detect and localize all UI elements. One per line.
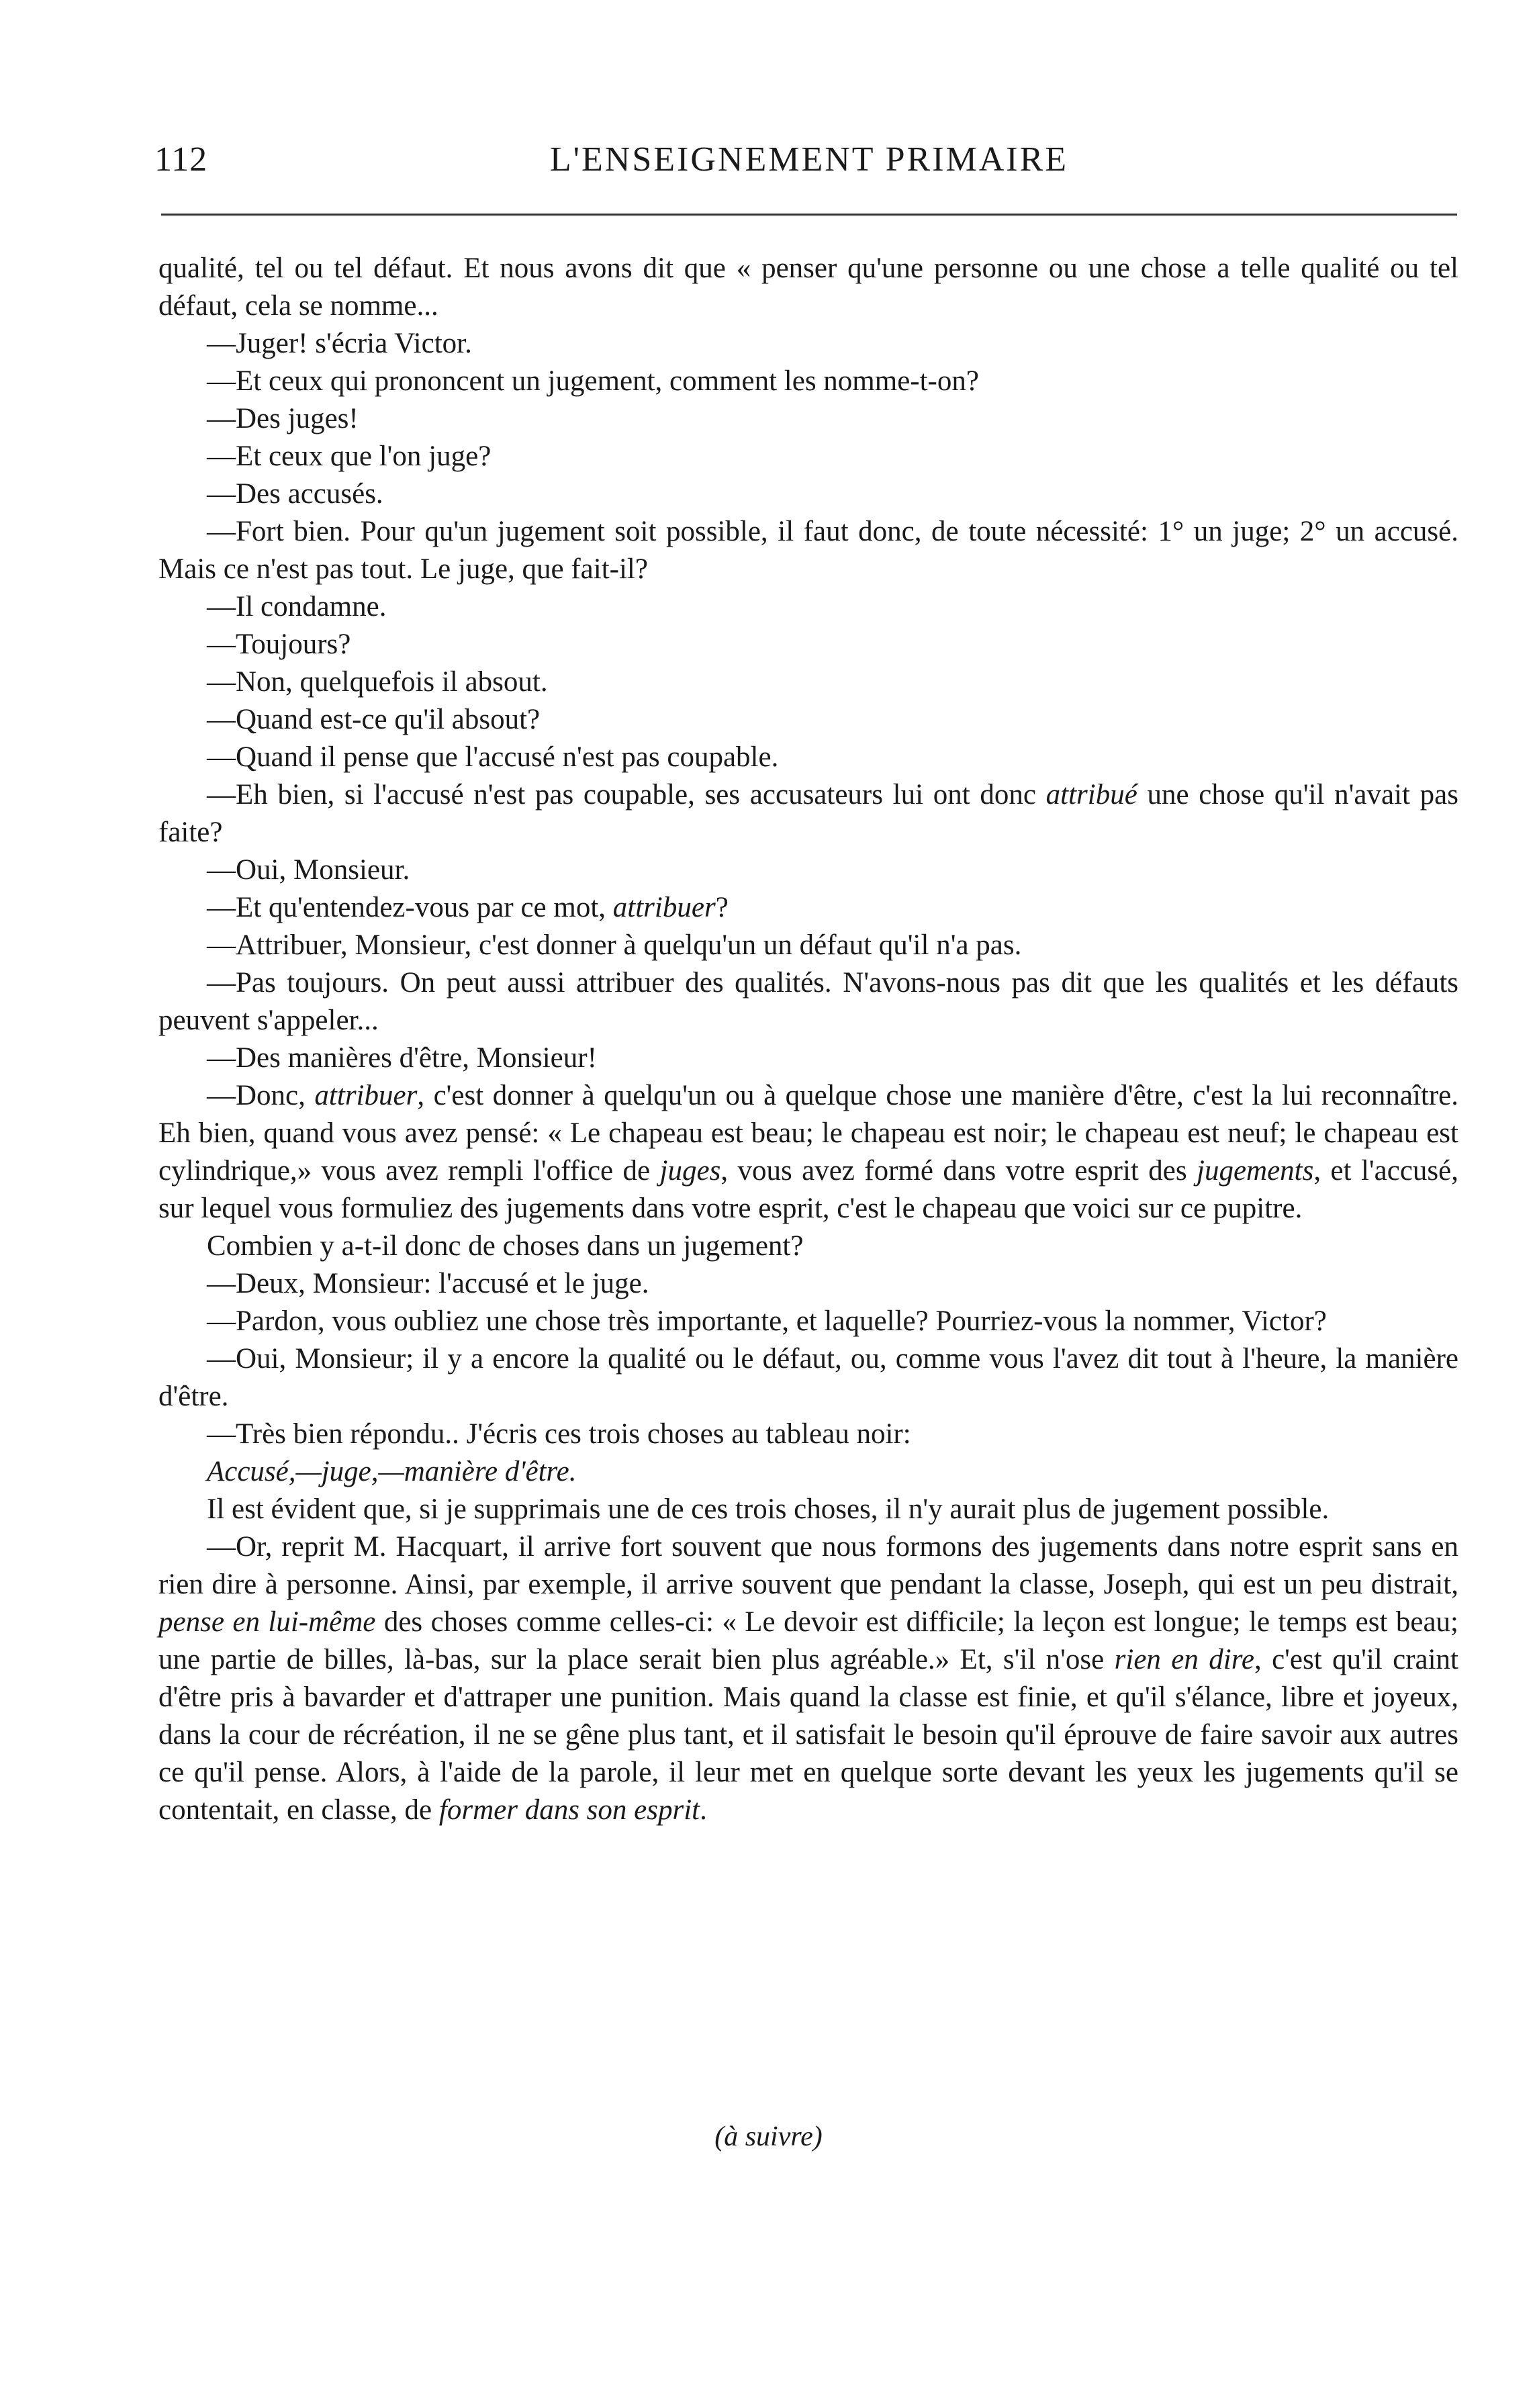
paragraph-23: —Oui, Monsieur; il y a encore la qualité ou le défaut, ou, comme vous l'avez dit tout à l'heure, la manière d'être.	[158, 1343, 1458, 1412]
paragraph-10: —Non, quelquefois il absout.	[207, 666, 548, 698]
article-body	[158, 250, 1458, 1829]
paragraph-11: —Quand est-ce qu'il absout?	[207, 704, 541, 735]
paragraph-15: —Et qu'entendez-vous par ce mot, attribuer?	[207, 892, 729, 923]
paragraph-13: —Eh bien, si l'accusé n'est pas coupable, ses accusateurs lui ont donc attribué une chose qu'il n'avait pas faite?	[158, 779, 1458, 848]
page-number: 112	[154, 140, 208, 179]
paragraph-2: —Juger! s'écria Victor.	[207, 328, 472, 359]
paragraph-14: —Oui, Monsieur.	[207, 854, 410, 886]
paragraph-21: —Deux, Monsieur: l'accusé et le juge.	[207, 1268, 649, 1299]
paragraph-7: —Fort bien. Pour qu'un jugement soit possible, il faut donc, de toute nécessité: 1° un juge; 2° un accusé. Mais ce n'est pas tout. Le juge, que fait-il?	[158, 516, 1458, 585]
paragraph-22: —Pardon, vous oubliez une chose très importante, et laquelle? Pourriez-vous la nommer, Victor?	[207, 1305, 1327, 1337]
paragraph-5: —Et ceux que l'on juge?	[207, 441, 492, 472]
paragraph-19: —Donc, attribuer, c'est donner à quelqu'un ou à quelque chose une manière d'être, c'est la lui reconnaître. Eh bien, quand vous avez pensé: « Le chapeau est beau; le chapeau est noir; le chapeau est neuf; le chapeau est cylindrique,» vous avez rempli l'office de juges, vous avez formé dans votre esprit des jugements, et l'accusé, sur lequel vous formuliez des jugements dans votre esprit, c'est le chapeau que voici sur ce pupitre.	[158, 1080, 1459, 1224]
paragraph-20: Combien y a-t-il donc de choses dans un jugement?	[207, 1230, 804, 1262]
paragraph-4: —Des juges!	[207, 403, 359, 434]
header-rule	[161, 214, 1457, 216]
paragraph-8: —Il condamne.	[207, 591, 387, 622]
paragraph-6: —Des accusés.	[207, 478, 383, 510]
paragraph-9: —Toujours?	[207, 629, 351, 660]
paragraph-3: —Et ceux qui prononcent un jugement, comment les nomme-t-on?	[207, 365, 979, 397]
paragraph-16: —Attribuer, Monsieur, c'est donner à quelqu'un un défaut qu'il n'a pas.	[207, 929, 1022, 961]
paragraph-18: —Des manières d'être, Monsieur!	[207, 1042, 597, 1074]
paragraph-27: —Or, reprit M. Hacquart, il arrive fort souvent que nous formons des jugements dans notre esprit sans en rien dire à personne. Ainsi, par exemple, il arrive souvent que pendant la classe, Joseph, qui est un peu distrait, pense en lui-même des choses comme celles-ci: « Le devoir est difficile; la leçon est longue; le temps est beau; une partie de billes, là-bas, sur la place serait bien plus agréable.» Et, s'il n'ose rien en dire, c'est qu'il craint d'être pris à bavarder et d'attraper une punition. Mais quand la classe est finie, et qu'il s'élance, libre et joyeux, dans la cour de récréation, il ne se gêne plus tant, et il satisfait le besoin qu'il éprouve de faire savoir aux autres ce qu'il pense. Alors, à l'aide de la parole, il leur met en quelque sorte devant les yeux les jugements qu'il se contentait, en classe, de former dans son esprit.	[158, 1531, 1459, 1826]
paragraph-1: qualité, tel ou tel défaut. Et nous avons dit que « penser qu'une personne ou une chose a telle qualité ou tel défaut, cela se nomme...	[158, 252, 1458, 322]
paragraph-17: —Pas toujours. On peut aussi attribuer des qualités. N'avons-nous pas dit que les qualités et les défauts peuvent s'appeler...	[158, 967, 1458, 1036]
running-header	[154, 140, 1464, 187]
paragraph-12: —Quand il pense que l'accusé n'est pas coupable.	[207, 741, 779, 773]
continuation-note: (à suivre)	[714, 2121, 823, 2152]
paragraph-26: Il est évident que, si je supprimais une de ces trois choses, il n'y aurait plus de jugement possible.	[207, 1493, 1330, 1525]
running-title: L'ENSEIGNEMENT PRIMAIRE	[549, 140, 1069, 179]
paragraph-25: Accusé,—juge,—manière d'être.	[207, 1456, 577, 1487]
paragraph-24: —Très bien répondu.. J'écris ces trois choses au tableau noir:	[207, 1418, 911, 1450]
